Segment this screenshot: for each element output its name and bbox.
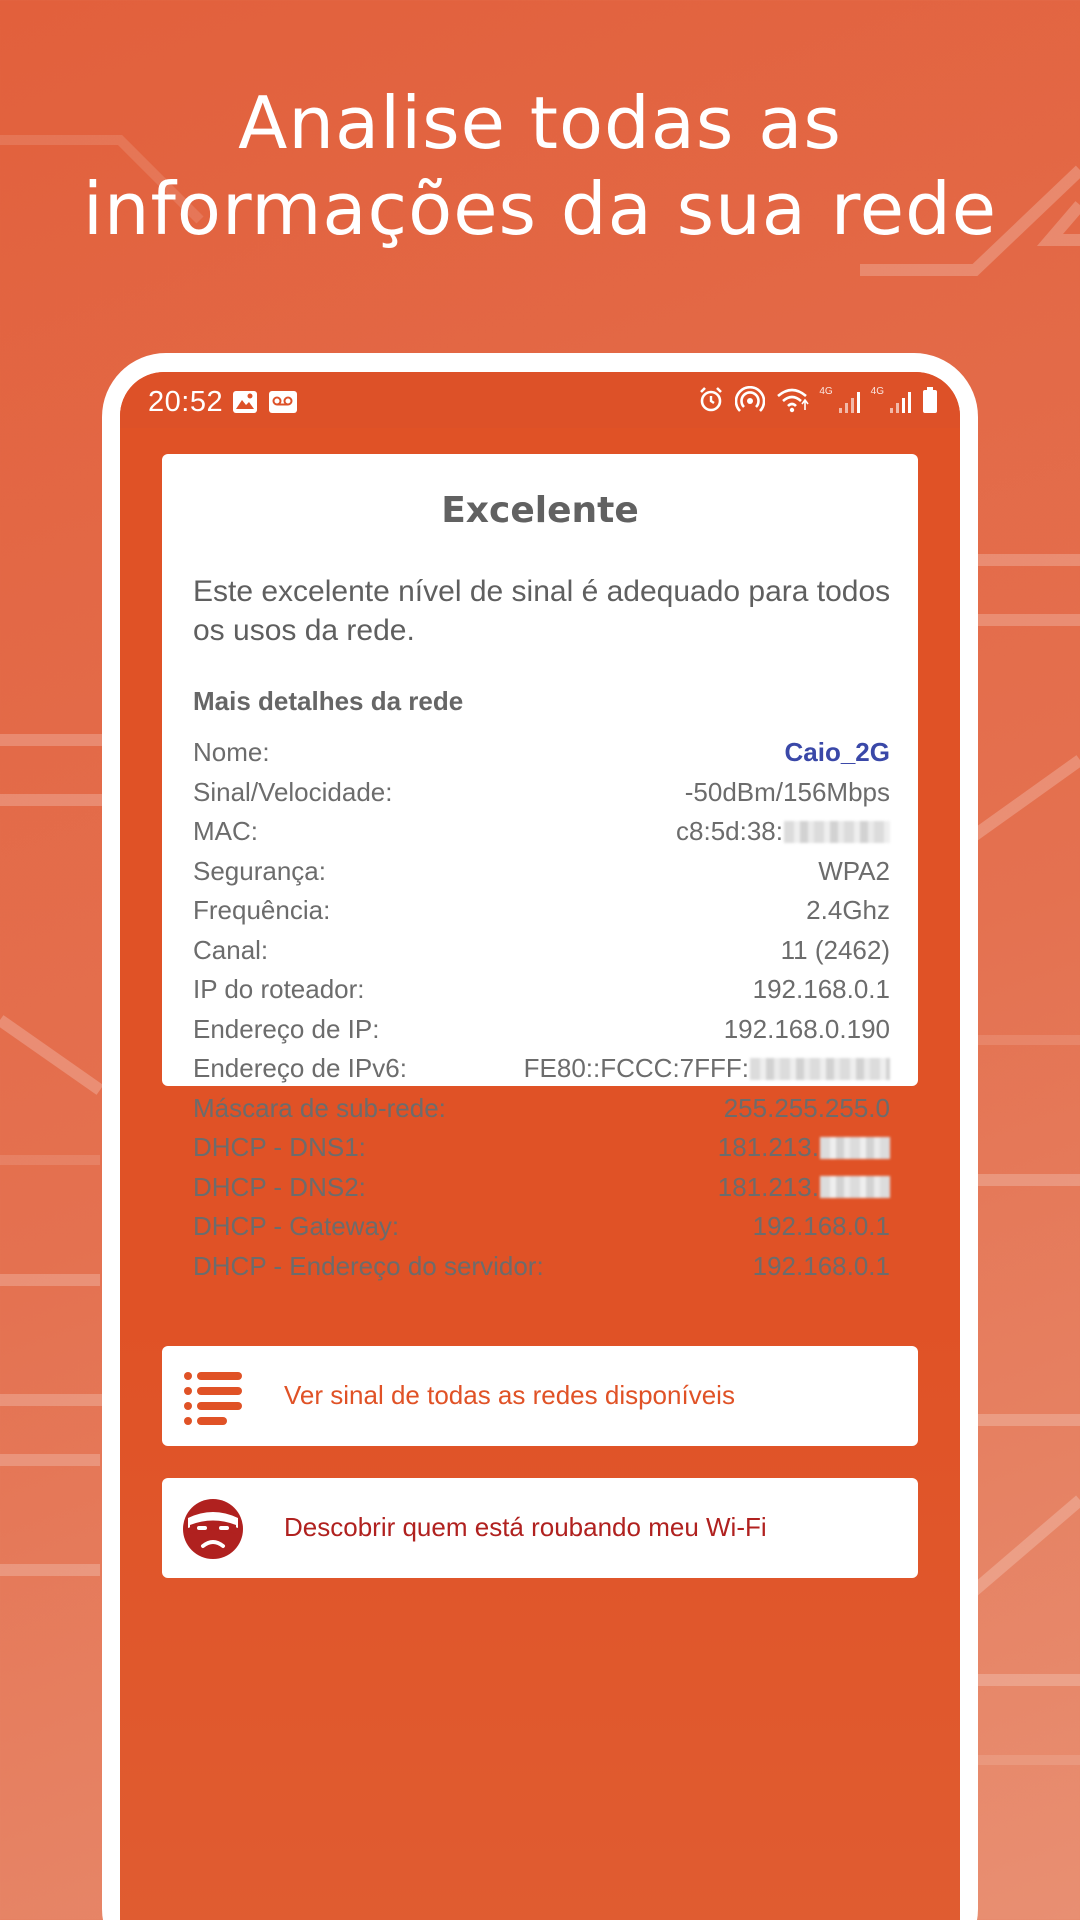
detail-value — [718, 1172, 890, 1203]
redacted-blur — [750, 1058, 890, 1080]
detail-row-router-ip — [193, 970, 890, 1010]
details-list — [193, 733, 890, 1286]
detail-row-gateway — [193, 1207, 890, 1247]
detail-label: Canal: — [193, 934, 269, 965]
detail-row-name — [193, 733, 890, 773]
list-icon — [182, 1366, 244, 1428]
detail-label: Máscara de sub-rede: — [193, 1092, 446, 1123]
detail-value: 2.4Ghz — [806, 895, 890, 926]
signal-info-card — [162, 454, 918, 1281]
network-name-value: Caio_2G — [784, 737, 890, 768]
detail-value: 11 (2462) — [780, 934, 890, 965]
status-bar — [120, 372, 960, 428]
detail-label: Endereço de IP: — [193, 1013, 380, 1044]
detail-value: -50dBm/156Mbps — [684, 776, 890, 807]
detail-row-frequency — [193, 891, 890, 931]
detail-label: MAC: — [193, 816, 258, 847]
detail-row-security — [193, 852, 890, 892]
network-type-label-1: 4G — [819, 386, 833, 397]
mac-visible-part: c8:5d:38: — [676, 816, 783, 847]
signal-icon — [888, 390, 912, 414]
signal-description: Este excelente nível de sinal é adequado para todos os usos da rede. — [193, 575, 891, 647]
detail-label: DHCP - Gateway: — [193, 1211, 400, 1242]
network-type-label-2: 4G — [870, 386, 884, 397]
headline-line-2: informações da sua rede — [82, 167, 998, 251]
redacted-blur — [784, 821, 890, 843]
status-time: 20:52 — [148, 386, 224, 418]
view-all-networks-button[interactable] — [162, 1346, 918, 1446]
detail-row-channel — [193, 931, 890, 971]
detail-value — [676, 816, 890, 847]
detail-row-dns1 — [193, 1128, 890, 1168]
detail-value: 192.168.0.1 — [752, 1250, 890, 1281]
detail-label: IP do roteador: — [193, 974, 365, 1005]
dns2-visible-part: 181.213. — [717, 1171, 819, 1202]
detail-label: DHCP - DNS2: — [193, 1171, 366, 1202]
detail-row-server-address — [193, 1247, 890, 1287]
detail-row-ip-address — [193, 1010, 890, 1050]
signal-quality-title: Excelente — [441, 490, 639, 531]
detail-label: Endereço de IPv6: — [193, 1053, 407, 1084]
phone-screen — [120, 372, 960, 1920]
redacted-blur — [820, 1137, 890, 1159]
thief-icon — [182, 1498, 244, 1560]
headline — [0, 80, 1080, 252]
detail-label: Sinal/Velocidade: — [193, 776, 393, 807]
find-wifi-thief-label: Descobrir quem está roubando meu Wi-Fi — [284, 1512, 767, 1542]
detail-row-signal-speed — [193, 773, 890, 813]
signal-icon — [837, 390, 861, 414]
detail-row-dns2 — [193, 1168, 890, 1208]
detail-label: Frequência: — [193, 895, 331, 926]
wifi-icon — [775, 386, 809, 414]
headline-line-1: Analise todas as — [238, 81, 842, 165]
detail-value: 192.168.0.1 — [752, 1211, 890, 1242]
detail-label: DHCP - Endereço do servidor: — [193, 1250, 544, 1281]
detail-label: Segurança: — [193, 855, 326, 886]
detail-row-ipv6 — [193, 1049, 890, 1089]
details-heading: Mais detalhes da rede — [193, 686, 464, 716]
image-icon — [232, 390, 258, 414]
detail-value: 192.168.0.1 — [752, 974, 890, 1005]
detail-value — [718, 1132, 890, 1163]
dns1-visible-part: 181.213. — [717, 1132, 819, 1163]
voicemail-icon — [268, 390, 298, 414]
hotspot-icon — [735, 386, 765, 414]
view-all-networks-label: Ver sinal de todas as redes disponíveis — [284, 1380, 735, 1410]
redacted-blur — [820, 1176, 890, 1198]
detail-value: 192.168.0.190 — [723, 1013, 890, 1044]
find-wifi-thief-button[interactable] — [162, 1478, 918, 1578]
detail-value — [524, 1053, 890, 1084]
detail-row-subnet-mask — [193, 1089, 890, 1129]
detail-value: 255.255.255.0 — [723, 1092, 890, 1123]
detail-label: Nome: — [193, 737, 270, 768]
detail-label: DHCP - DNS1: — [193, 1132, 366, 1163]
detail-value: WPA2 — [818, 855, 890, 886]
ipv6-visible-part: FE80::FCCC:7FFF: — [523, 1053, 749, 1084]
alarm-icon — [697, 386, 725, 414]
battery-icon — [922, 386, 938, 414]
detail-row-mac — [193, 812, 890, 852]
